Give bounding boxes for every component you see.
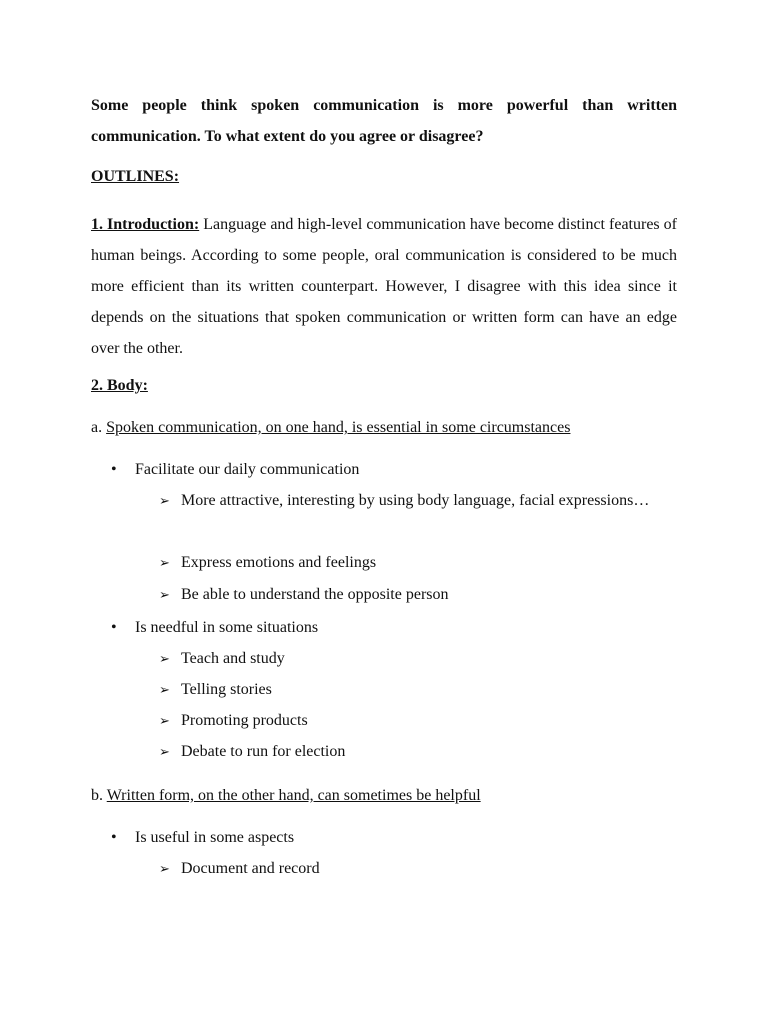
- list-item: [159, 853, 677, 884]
- sub-item-text: Teach and study: [181, 650, 285, 667]
- sub-item-text: Debate to run for election: [181, 743, 346, 760]
- outlines-heading: OUTLINES:: [91, 168, 180, 185]
- introduction-heading: 1. Introduction:: [91, 216, 200, 233]
- arrow-bullet-icon: ➢: [159, 861, 170, 876]
- section-b-title-text: Written form, on the other hand, can sometimes be helpful: [106, 787, 481, 804]
- sub-item-text: Be able to understand the opposite person: [181, 586, 449, 603]
- bullet-text: Is needful in some situations: [135, 619, 319, 636]
- sub-item-text: More attractive, interesting by using body language, facial expressions…: [181, 492, 650, 509]
- section-a: [91, 418, 677, 760]
- arrow-bullet-icon: ➢: [159, 555, 170, 570]
- section-a-prefix: a.: [91, 419, 107, 436]
- list-item: [159, 705, 677, 736]
- document-page: [91, 90, 677, 877]
- list-item: [159, 643, 677, 674]
- sub-item-text: Document and record: [181, 860, 320, 877]
- list-item: [159, 674, 677, 705]
- list-item: [159, 736, 677, 767]
- sub-item-text: Promoting products: [181, 712, 308, 729]
- arrow-bullet-icon: ➢: [159, 682, 170, 697]
- arrow-bullet-icon: ➢: [159, 744, 170, 759]
- section-b-title: [91, 786, 677, 806]
- section-a-title-text: Spoken communication, on one hand, is essential in some circumstances: [106, 419, 571, 436]
- sub-item-text: Telling stories: [181, 681, 272, 698]
- arrow-bullet-icon: ➢: [159, 651, 170, 666]
- arrow-bullet-icon: ➢: [159, 713, 170, 728]
- introduction-text: Language and high-level communication have become distinct features of human beings. According to some people, oral communication is considered to be much more efficient than its written counterpart. However, I disagree with this idea since it depends on the situations that spoken communication or written form can have an edge over the other.: [91, 216, 677, 357]
- list-item: [159, 579, 677, 610]
- body-heading: 2. Body:: [91, 377, 148, 394]
- bullet-icon: •: [111, 461, 117, 478]
- bullet-icon: •: [111, 829, 117, 846]
- introduction-paragraph: [91, 209, 677, 364]
- section-b-prefix: b.: [91, 787, 107, 804]
- arrow-bullet-icon: ➢: [159, 493, 170, 508]
- list-item: [159, 547, 677, 578]
- bullet-text: Is useful in some aspects: [135, 829, 295, 846]
- bullet-text: Facilitate our daily communication: [135, 461, 360, 478]
- essay-question: Some people think spoken communication is more powerful than written communication. To what extent do you agree or disagree?: [91, 97, 677, 145]
- list-item: [159, 485, 677, 516]
- arrow-bullet-icon: ➢: [159, 587, 170, 602]
- section-a-title: [91, 418, 677, 438]
- bullet-icon: •: [111, 619, 117, 636]
- section-b: [91, 786, 677, 877]
- sub-item-text: Express emotions and feelings: [181, 554, 377, 571]
